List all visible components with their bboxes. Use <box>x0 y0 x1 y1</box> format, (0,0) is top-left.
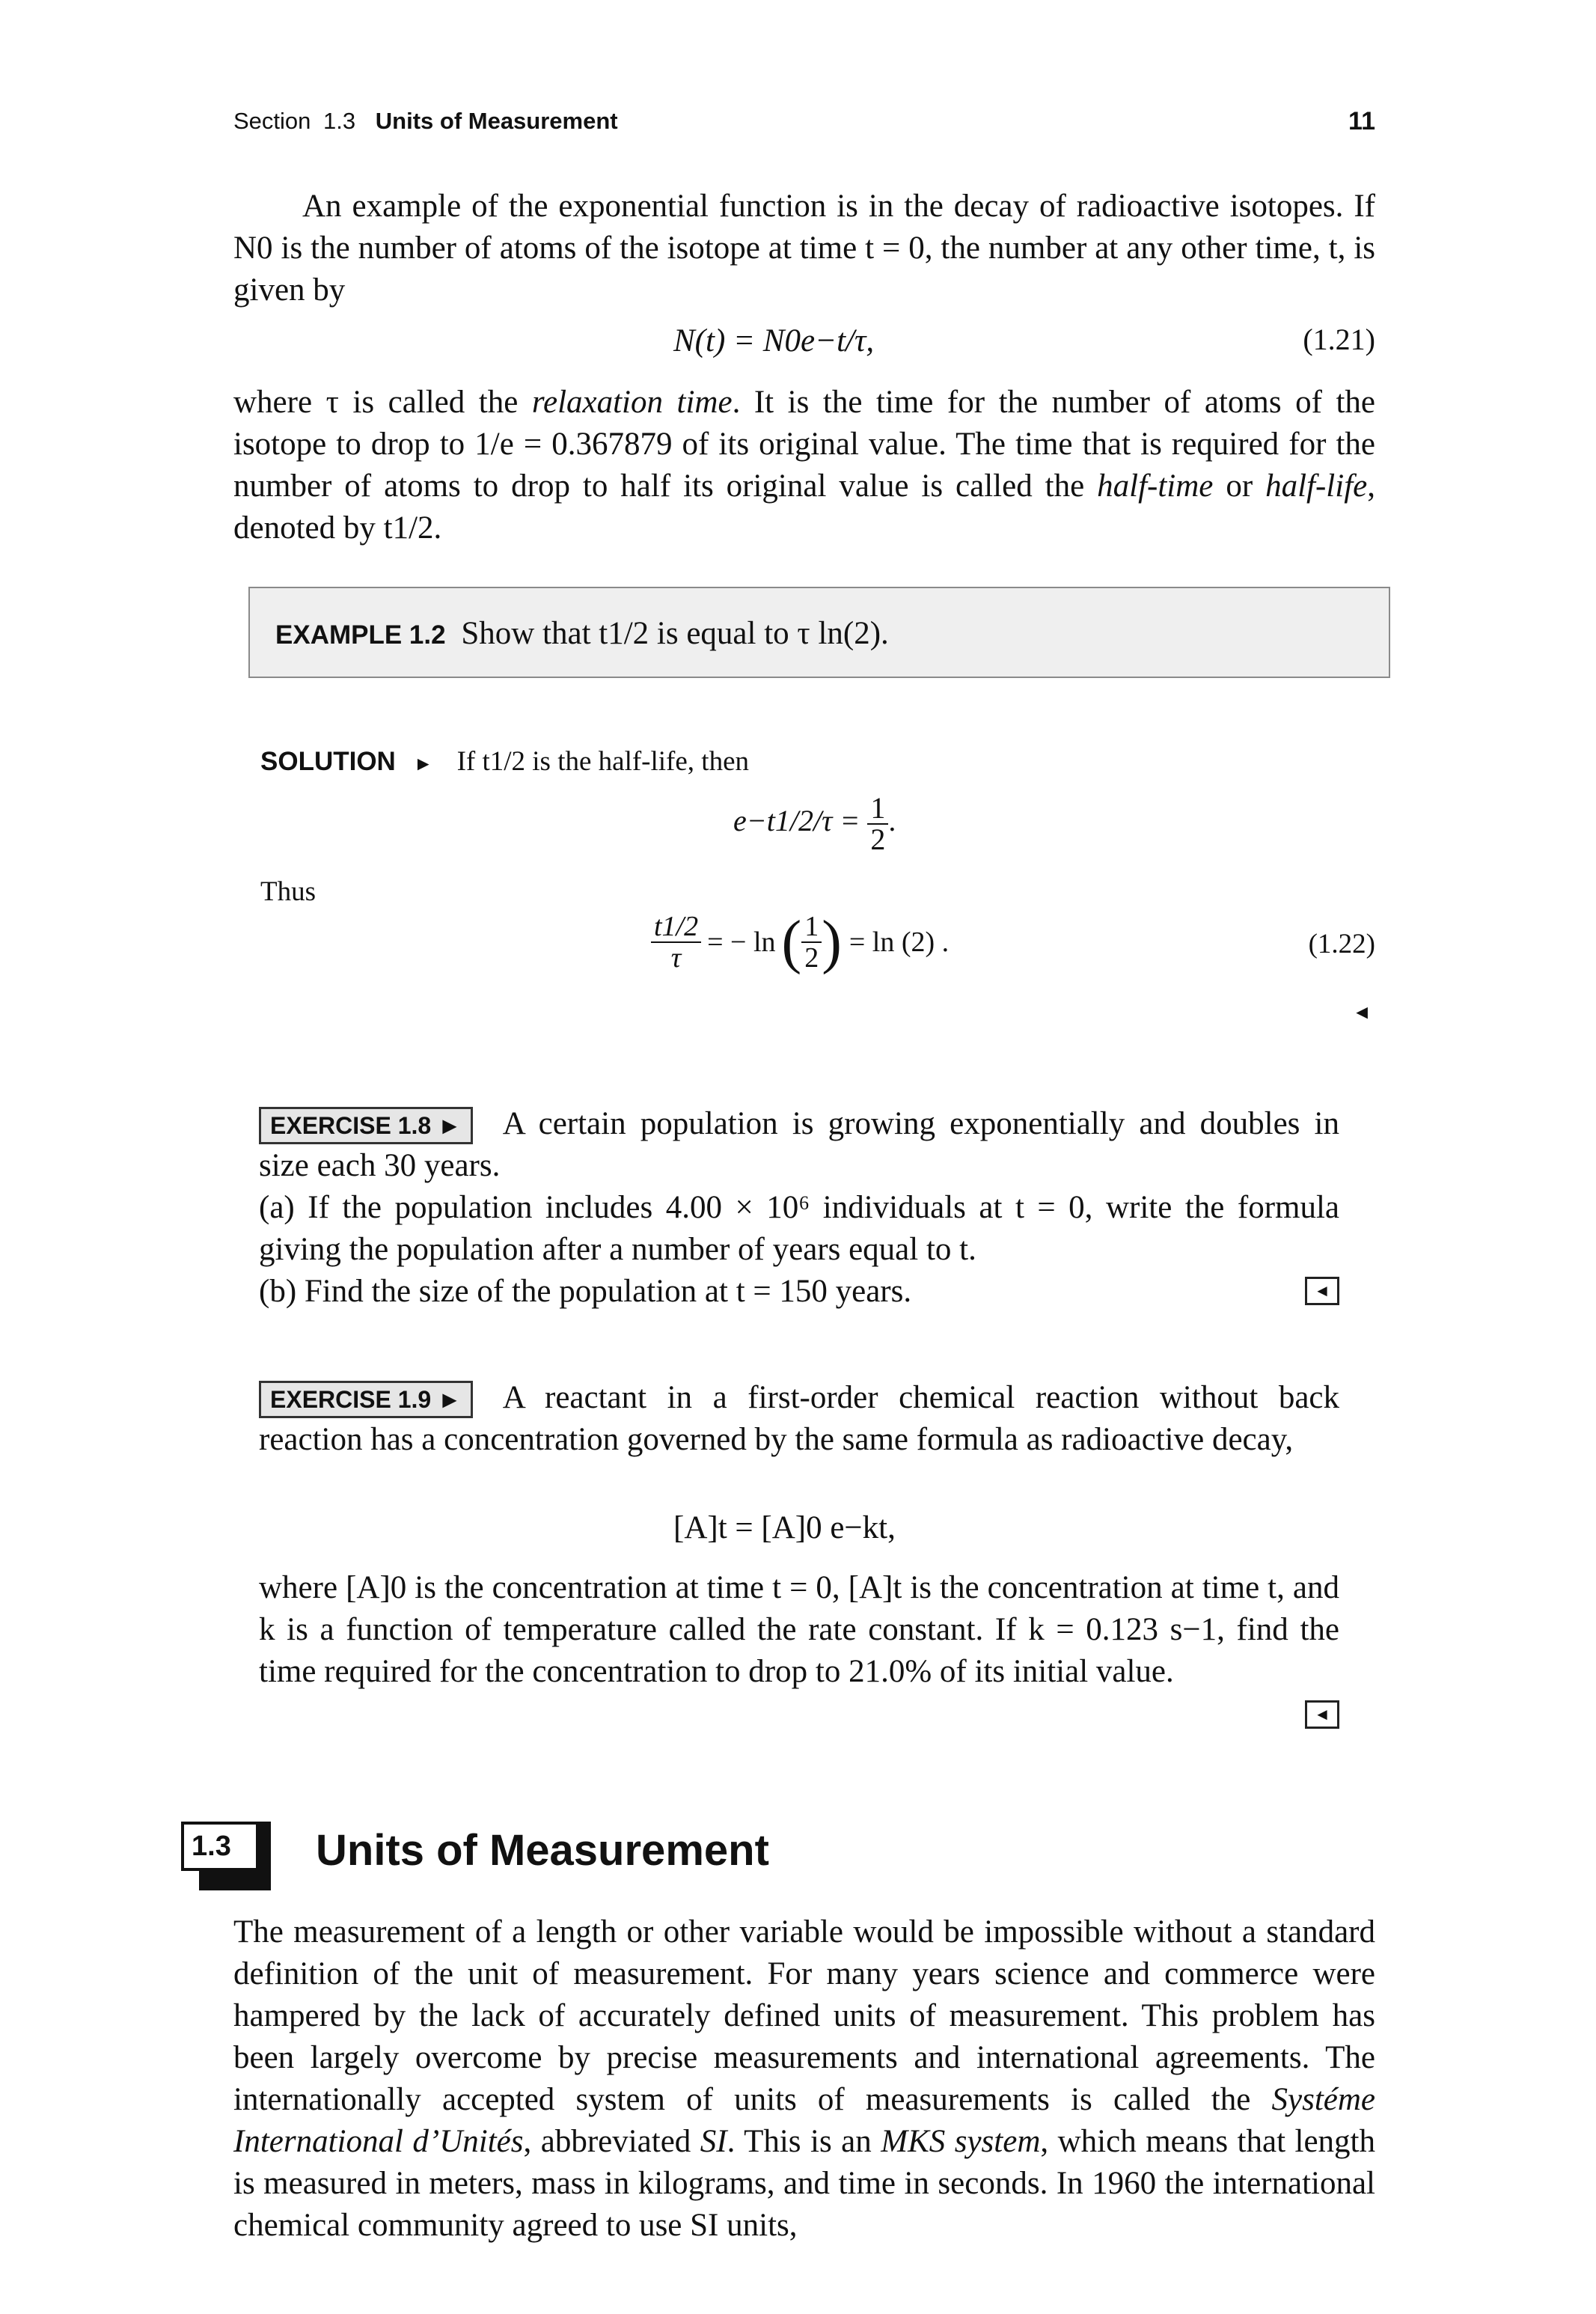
exercise-1-8 <box>259 1103 1339 1313</box>
thus-label: Thus <box>260 876 316 907</box>
section-body-b: , abbreviated <box>523 2124 700 2159</box>
solution-label: SOLUTION <box>260 747 396 776</box>
exercise-1-8-end-icon: ◄ <box>1305 1277 1339 1305</box>
paren-left: ( <box>781 909 802 975</box>
relaxation-text-b: . It is the time for the number of atoms of the isotope to drop to 1/e = 0.367879 of its original value. The time that is required for the number of atoms to drop to half its original value is called the <box>233 385 1376 504</box>
equation-number-1-22: (1.22) <box>1308 929 1375 959</box>
inner-numerator: 1 <box>801 912 822 943</box>
section-body-c: . This is an <box>727 2124 881 2159</box>
example-box <box>248 587 1390 678</box>
example-text: Show that t1/2 is equal to τ ln(2). <box>461 616 889 651</box>
equation-1-22 <box>651 909 950 975</box>
exercise-1-9-body-text: where [A]0 is the concentration at time t = 0, [A]t is the concentration at time t, and k is a function of temperature called the rate constant. If k = 0.123 s−1, find the time required for the concentration to drop to 21.0% of its initial value. <box>259 1570 1339 1689</box>
fraction-denominator: 2 <box>870 822 886 856</box>
example-end-marker-icon: ◄ <box>1352 1001 1372 1023</box>
example-statement <box>275 615 889 654</box>
section-body-text <box>233 1911 1375 2247</box>
relaxation-paragraph <box>233 382 1375 549</box>
equation-1-21: N(t) = N0e−t/τ, <box>673 323 875 358</box>
relaxation-text-a: where τ is called the <box>233 385 532 420</box>
eq-half-life-lhs: e−t1/2/τ = <box>733 804 860 838</box>
section-body <box>233 1911 1375 2247</box>
relaxation-text-d: , denoted by t1/2. <box>233 468 1375 546</box>
term-si-name: Systéme International d’Unités <box>233 2082 1375 2159</box>
term-half-life: half-life <box>1265 468 1368 504</box>
term-mks-system: MKS system <box>881 2124 1041 2159</box>
term-relaxation-time: relaxation time <box>531 385 733 420</box>
fraction-one-half-inner <box>801 912 822 973</box>
exercise-1-8-intro-text: A certain population is growing exponentially and doubles in size each 30 years. <box>259 1106 1339 1183</box>
exercise-1-9-body <box>259 1567 1339 1693</box>
exercise-1-9-equation: [A]t = [A]0 e−kt, <box>673 1510 896 1545</box>
term-half-time: half-time <box>1097 468 1214 504</box>
exercise-1-9-intro <box>259 1377 1339 1461</box>
equation-half-life-condition: e−t1/2/τ = $\frac{1}{2}$ . <box>733 791 896 856</box>
page-number: 11 <box>1348 107 1375 135</box>
equation-number-1-21: (1.21) <box>1303 323 1375 356</box>
section-badge-foot <box>199 1871 271 1890</box>
section-body-d: , which means that length is measured in meters, mass in kilograms, and time in seconds. In 1960 the international chemical community agreed to use SI units, <box>233 2124 1375 2243</box>
section-number-badge <box>181 1822 280 1890</box>
exercise-1-9-end-icon: ◄ <box>1305 1700 1339 1729</box>
exercise-1-9-arrow-icon: ► <box>438 1386 462 1413</box>
eq122-rhs: = ln (2) . <box>849 926 950 958</box>
exercise-1-8-badge <box>259 1107 473 1144</box>
exercise-1-8-part-a: (a) If the population includes 4.00 × 10⁶ individuals at t = 0, write the formula giving the population after a number of years equal to t. <box>259 1190 1339 1267</box>
section-body-a: The measurement of a length or other variable would be impossible without a standard definition of the unit of measurement. For many years science and commerce were hampered by the lack of accurately defined units of measurement. This problem has been largely overcome by precise measurements and international agreements. The internationally accepted system of units of measurements is called the <box>233 1914 1375 2117</box>
exercise-1-9-badge <box>259 1381 473 1418</box>
fraction-numerator: 1 <box>867 793 888 825</box>
exercise-1-8-arrow-icon: ► <box>438 1112 462 1139</box>
exercise-1-9-intro-text: A reactant in a first-order chemical reaction without back reaction has a concentration governed by the same formula as radioactive decay, <box>259 1380 1339 1457</box>
solution-arrow-icon: ► <box>413 753 433 775</box>
header-section-label: Section <box>233 108 311 134</box>
solution-text: If t1/2 is the half-life, then <box>456 746 749 777</box>
example-label: EXAMPLE 1.2 <box>275 620 446 650</box>
term-si: SI <box>700 2124 727 2159</box>
section-title: Units of Measurement <box>316 1826 769 1875</box>
solution-line <box>260 745 749 778</box>
header-section-number: 1.3 <box>323 108 356 134</box>
paren-right: ) <box>822 909 842 975</box>
section-number: 1.3 <box>192 1831 231 1862</box>
exercise-1-9-label: EXERCISE 1.9 <box>270 1386 432 1413</box>
exercise-1-8-label: EXERCISE 1.8 <box>270 1112 432 1139</box>
relaxation-text-c: or <box>1213 468 1266 504</box>
fraction-one-half <box>867 793 888 855</box>
eq122-minus-ln: = − ln <box>707 926 776 958</box>
exercise-1-9 <box>259 1377 1339 1461</box>
exercise-1-8-part-b: (b) Find the size of the population at t = 150 years. <box>259 1274 912 1309</box>
running-header <box>233 106 1375 136</box>
header-section-title: Units of Measurement <box>375 108 618 134</box>
intro-text: An example of the exponential function is in the decay of radioactive isotopes. If N0 is the number of atoms of the isotope at time t = 0, the number at any other time, t, is given by <box>233 189 1375 308</box>
fraction-t-half-over-tau <box>651 912 701 973</box>
exercise-1-8-intro <box>259 1103 1339 1187</box>
inner-denominator: 2 <box>804 942 819 974</box>
relaxation-text <box>233 382 1375 549</box>
intro-paragraph <box>233 186 1375 311</box>
fraction-numerator-t-half: t1/2 <box>651 912 701 943</box>
fraction-denominator-tau: τ <box>670 942 682 974</box>
